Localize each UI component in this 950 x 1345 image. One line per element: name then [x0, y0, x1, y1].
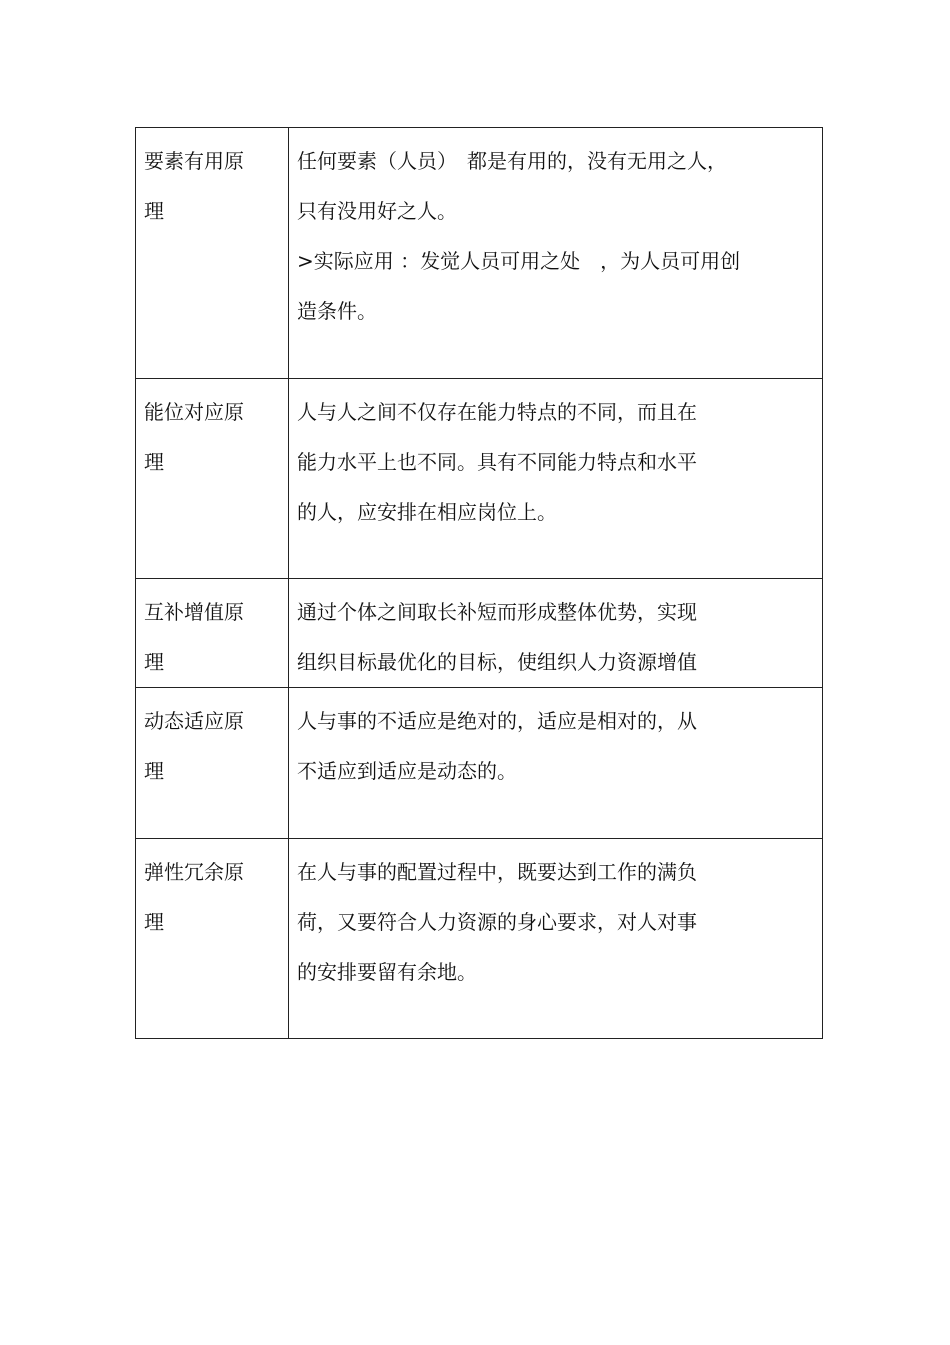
principle-desc-line: 不适应到适应是动态的。	[297, 759, 517, 783]
table-row	[136, 688, 823, 839]
table-row	[136, 128, 823, 379]
principle-name-cell	[136, 128, 289, 379]
principle-name-cell	[136, 579, 289, 688]
table-row	[136, 579, 823, 688]
principle-desc-line: 任何要素（人员） 都是有用的，没有无用之人，	[297, 149, 727, 173]
principle-desc-line: 能力水平上也不同。具有不同能力特点和水平	[297, 450, 697, 474]
principle-name-line: 动态适应原	[144, 709, 244, 733]
principle-desc-line: 荷，又要符合人力资源的身心要求，对人对事	[297, 910, 697, 934]
principle-desc-line: 在人与事的配置过程中，既要达到工作的满负	[297, 860, 697, 884]
principle-name-cell	[136, 839, 289, 1039]
principle-desc-line: 人与事的不适应是绝对的，适应是相对的，从	[297, 709, 697, 733]
principle-desc-line: 的人，应安排在相应岗位上。	[297, 500, 557, 524]
principle-name-line: 理	[144, 910, 164, 934]
principle-desc-line: 只有没用好之人。	[297, 199, 457, 223]
principle-desc-cell	[289, 839, 823, 1039]
principle-desc-cell	[289, 379, 823, 579]
principles-table	[135, 127, 823, 1039]
principle-name-line: 理	[144, 650, 164, 674]
principle-name-line: 互补增值原	[144, 600, 244, 624]
principle-name-cell	[136, 688, 289, 839]
principle-name-line: 要素有用原	[144, 149, 244, 173]
principle-name-line: 弹性冗余原	[144, 860, 244, 884]
table-row	[136, 379, 823, 579]
principle-desc-line: 的安排要留有余地。	[297, 960, 477, 984]
principle-desc-cell	[289, 688, 823, 839]
principle-desc-line: 造条件。	[297, 299, 377, 323]
principle-desc-line: 人与人之间不仅存在能力特点的不同，而且在	[297, 400, 697, 424]
principle-desc-line: 组织目标最优化的目标，使组织人力资源增值	[297, 650, 697, 674]
principle-name-line: 能位对应原	[144, 400, 244, 424]
principle-desc-line: >实际应用 ：发觉人员可用之处 ，为人员可用创	[297, 249, 741, 273]
principle-name-line: 理	[144, 450, 164, 474]
principle-name-line: 理	[144, 759, 164, 783]
principle-name-line: 理	[144, 199, 164, 223]
principle-desc-cell	[289, 579, 823, 688]
principle-name-cell	[136, 379, 289, 579]
table-row	[136, 839, 823, 1039]
principle-desc-line: 通过个体之间取长补短而形成整体优势，实现	[297, 600, 697, 624]
principle-desc-cell	[289, 128, 823, 379]
